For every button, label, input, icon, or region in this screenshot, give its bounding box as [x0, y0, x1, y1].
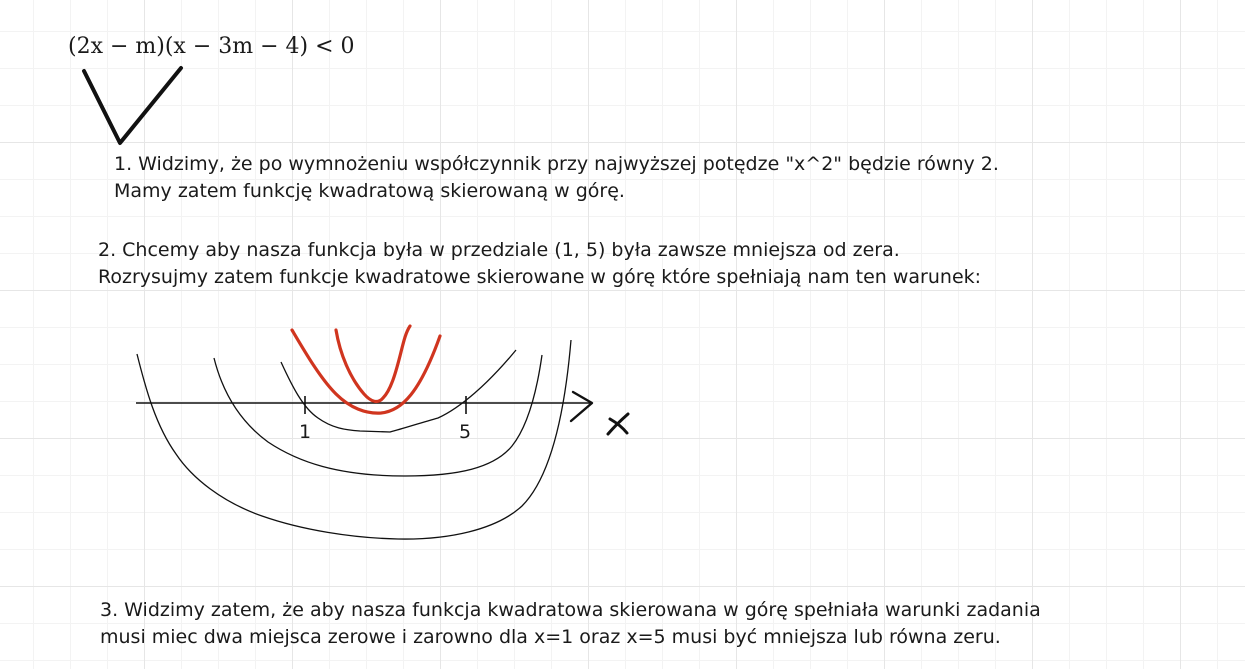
tick-label-5: 5 — [459, 421, 472, 443]
step-3-line-1: 3. Widzimy zatem, że aby nasza funkcja kwadratowa skierowana w górę spełniała warunki zadania — [100, 599, 1041, 621]
parabola-medium — [214, 355, 542, 476]
step-3-line-2: musi miec dwa miejsca zerowe i zarowno dla x=1 oraz x=5 musi być mniejsza lub równa zeru. — [100, 626, 1001, 648]
tick-label-1: 1 — [299, 421, 312, 443]
step-3-text — [100, 597, 1041, 651]
step-1-line-2: Mamy zatem funkcję kwadratową skierowaną w górę. — [114, 180, 625, 202]
check-mark-icon — [84, 68, 181, 143]
step-2-line-2: Rozrysujmy zatem funkcje kwadratowe skierowane w górę które spełniają nam ten warunek: — [98, 266, 982, 288]
parabola-large — [137, 340, 571, 539]
step-2-line-1: 2. Chcemy aby nasza funkcja była w przedziale (1, 5) była zawsze mniejsza od zera. — [98, 239, 900, 261]
parabola-red-wide — [292, 330, 440, 413]
inequality-formula: (2x − m)(x − 3m − 4) < 0 — [68, 34, 355, 59]
step-1-line-1: 1. Widzimy, że po wymnożeniu współczynnik przy najwyższej potędze "x^2" będzie równy 2. — [114, 153, 999, 175]
x-axis-arrow-icon — [571, 392, 592, 421]
parabola-red-narrow — [336, 326, 410, 401]
axis-label-x-icon — [608, 414, 628, 434]
